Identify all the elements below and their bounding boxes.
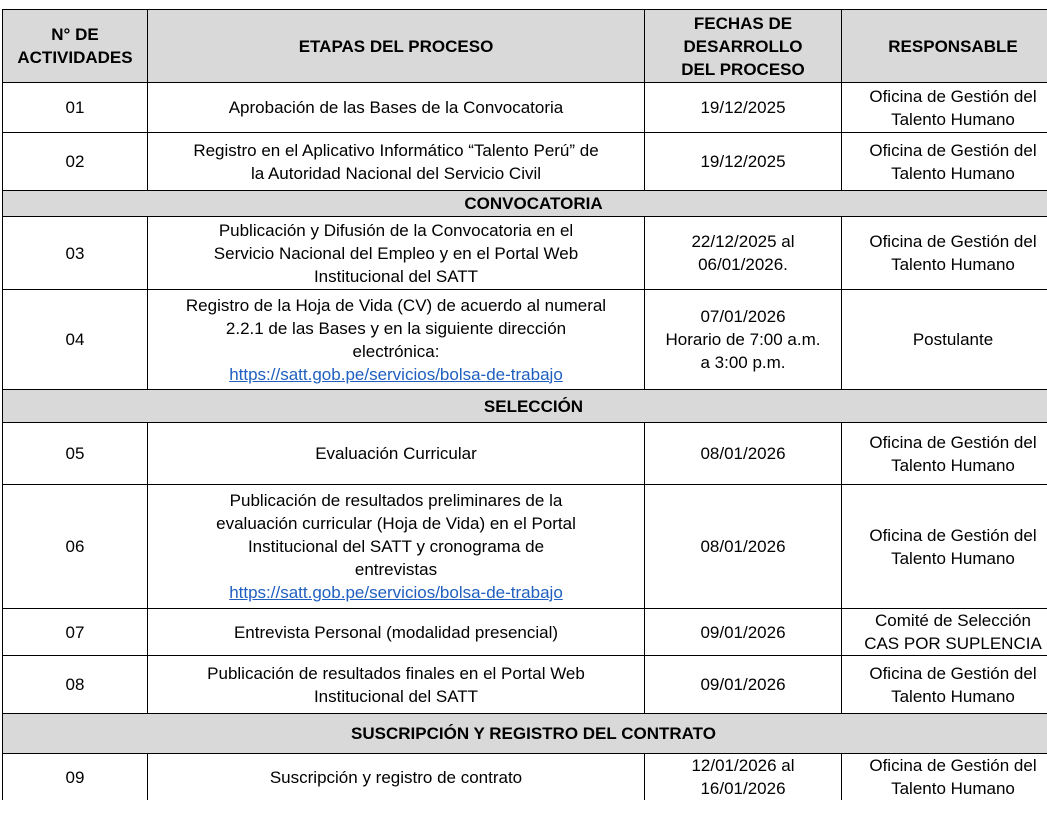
stage-cell — [148, 133, 645, 191]
activity-number-line: 07 — [65, 622, 85, 642]
stage-cell-line: Registro de la Hoja de Vida (CV) de acuerdo al numeral — [185, 295, 607, 315]
header-stage: ETAPAS DEL PROCESO — [148, 10, 645, 83]
table-row — [3, 609, 1047, 656]
stage-cell — [148, 423, 645, 485]
table-row — [3, 290, 1047, 390]
activity-number — [3, 290, 148, 390]
responsible-cell-line: Talento Humano — [891, 455, 1015, 475]
date-cell — [645, 83, 842, 133]
responsible-cell-line: Oficina de Gestión del — [869, 432, 1037, 452]
date-cell — [645, 133, 842, 191]
date-cell-line: 07/01/2026 — [700, 307, 786, 326]
stage-cell-line: Publicación y Difusión de la Convocatoria en el — [218, 220, 574, 240]
stage-cell — [148, 656, 645, 714]
date-cell-line: 19/12/2025 — [700, 152, 786, 171]
responsible-cell — [842, 656, 1047, 714]
stage-cell-line: Entrevista Personal (modalidad presencial) — [233, 622, 559, 642]
date-cell — [645, 423, 842, 485]
header-row — [3, 10, 1047, 83]
header-num-line1: N° DE — [51, 25, 99, 44]
responsible-cell-line: Oficina de Gestión del — [869, 525, 1037, 545]
activity-number — [3, 754, 148, 801]
responsible-cell-line: Oficina de Gestión del — [869, 140, 1037, 160]
responsible-cell-line: Talento Humano — [891, 779, 1015, 798]
responsible-cell — [842, 754, 1047, 801]
table-row — [3, 485, 1047, 609]
stage-cell-line: Servicio Nacional del Empleo y en el Portal Web — [213, 243, 579, 263]
stage-cell-line: Publicación de resultados finales en el Portal Web — [207, 663, 585, 683]
date-cell-line: 16/01/2026 — [700, 779, 786, 798]
activity-number-line: 02 — [65, 152, 85, 171]
header-date-line1: FECHAS DE — [693, 13, 793, 33]
stage-cell-line: Suscripción y registro de contrato — [269, 767, 523, 787]
responsible-cell-line: Oficina de Gestión del — [869, 86, 1037, 106]
section-title: SUSCRIPCIÓN Y REGISTRO DEL CONTRATO — [3, 714, 1047, 754]
table-row — [3, 133, 1047, 191]
job-board-link[interactable]: https://satt.gob.pe/servicios/bolsa-de-trabajo — [229, 364, 563, 384]
responsible-cell-line: Postulante — [912, 330, 994, 349]
stage-cell-line: Evaluación Curricular — [315, 444, 477, 463]
activity-number-line: 08 — [65, 675, 85, 694]
responsible-cell-line: Talento Humano — [891, 686, 1015, 706]
date-cell-line: a 3:00 p.m. — [700, 353, 786, 372]
section-row — [3, 191, 1047, 217]
date-cell-line: Horario de 7:00 a.m. — [665, 330, 821, 349]
header-date — [645, 10, 842, 83]
date-cell-line: 08/01/2026 — [700, 537, 786, 556]
responsible-cell-line: Talento Humano — [891, 255, 1015, 274]
activity-number-line: 03 — [65, 243, 85, 263]
date-cell-line: 08/01/2026 — [700, 444, 786, 463]
stage-cell-line: Registro en el Aplicativo Informático “Talento Perú” de — [193, 140, 599, 160]
date-cell-line: 06/01/2026. — [698, 255, 788, 274]
schedule-table — [2, 9, 1047, 800]
activity-number — [3, 485, 148, 609]
date-cell — [645, 609, 842, 656]
activity-number — [3, 83, 148, 133]
activity-number — [3, 609, 148, 656]
activity-number-line: 04 — [65, 330, 85, 349]
responsible-cell — [842, 609, 1047, 656]
job-board-link[interactable]: https://satt.gob.pe/servicios/bolsa-de-trabajo — [229, 583, 563, 602]
responsible-cell-line: Talento Humano — [891, 548, 1015, 568]
stage-cell — [148, 290, 645, 390]
table-row — [3, 754, 1047, 801]
header-responsible: RESPONSABLE — [842, 10, 1047, 83]
activity-number-line: 05 — [65, 444, 85, 463]
activity-number — [3, 133, 148, 191]
section-title: SELECCIÓN — [3, 390, 1047, 423]
stage-cell-line: Institucional del SATT y cronograma de — [247, 537, 545, 556]
header-date-line2: DESARROLLO — [683, 36, 803, 56]
stage-cell-line: evaluación curricular (Hoja de Vida) en el Portal — [216, 514, 576, 533]
activity-number-line: 01 — [65, 98, 85, 117]
date-cell — [645, 290, 842, 390]
responsible-cell — [842, 485, 1047, 609]
stage-cell-line: electrónica: — [352, 341, 440, 361]
stage-cell-line: la Autoridad Nacional del Servicio Civil — [250, 163, 542, 183]
date-cell — [645, 217, 842, 290]
header-num-line2: ACTIVIDADES — [17, 48, 133, 67]
activity-number-line: 06 — [65, 537, 85, 556]
responsible-cell-line: Oficina de Gestión del — [869, 232, 1037, 251]
responsible-cell — [842, 83, 1047, 133]
stage-cell-line: Aprobación de las Bases de la Convocatoria — [228, 98, 564, 117]
date-cell-line: 09/01/2026 — [700, 622, 786, 642]
date-cell-line: 19/12/2025 — [700, 98, 786, 117]
table-row — [3, 423, 1047, 485]
responsible-cell-line: Talento Humano — [891, 109, 1015, 129]
stage-cell-line: Institucional del SATT — [313, 686, 479, 706]
stage-cell — [148, 485, 645, 609]
stage-cell — [148, 609, 645, 656]
stage-cell — [148, 83, 645, 133]
responsible-cell — [842, 217, 1047, 290]
table-row — [3, 656, 1047, 714]
section-row — [3, 714, 1047, 754]
stage-cell-line: 2.2.1 de las Bases y en la siguiente dirección — [225, 318, 567, 338]
stage-cell-line: entrevistas — [354, 560, 438, 579]
header-date-line3: DEL PROCESO — [681, 59, 805, 79]
responsible-cell — [842, 133, 1047, 191]
date-cell — [645, 485, 842, 609]
responsible-cell-line: Oficina de Gestión del — [869, 756, 1037, 775]
activity-number — [3, 217, 148, 290]
responsible-cell-line: Oficina de Gestión del — [869, 663, 1037, 683]
responsible-cell-line: Comité de Selección — [875, 611, 1031, 630]
stage-cell-line: Institucional del SATT — [313, 266, 479, 286]
activity-number-line: 09 — [65, 767, 85, 787]
section-title: CONVOCATORIA — [3, 191, 1047, 217]
date-cell-line: 22/12/2025 al — [691, 232, 795, 251]
stage-cell-line: Publicación de resultados preliminares de la — [229, 491, 563, 510]
stage-cell — [148, 754, 645, 801]
activity-number — [3, 656, 148, 714]
stage-cell — [148, 217, 645, 290]
date-cell — [645, 754, 842, 801]
date-cell-line: 09/01/2026 — [700, 675, 786, 694]
section-row — [3, 390, 1047, 423]
responsible-cell-line: Talento Humano — [891, 163, 1015, 183]
activity-number — [3, 423, 148, 485]
date-cell — [645, 656, 842, 714]
date-cell-line: 12/01/2026 al — [691, 756, 795, 775]
header-num — [3, 10, 148, 83]
table-row — [3, 217, 1047, 290]
table-body — [3, 83, 1047, 801]
responsible-cell-line: CAS POR SUPLENCIA — [864, 634, 1042, 653]
responsible-cell — [842, 290, 1047, 390]
table-row — [3, 83, 1047, 133]
responsible-cell — [842, 423, 1047, 485]
